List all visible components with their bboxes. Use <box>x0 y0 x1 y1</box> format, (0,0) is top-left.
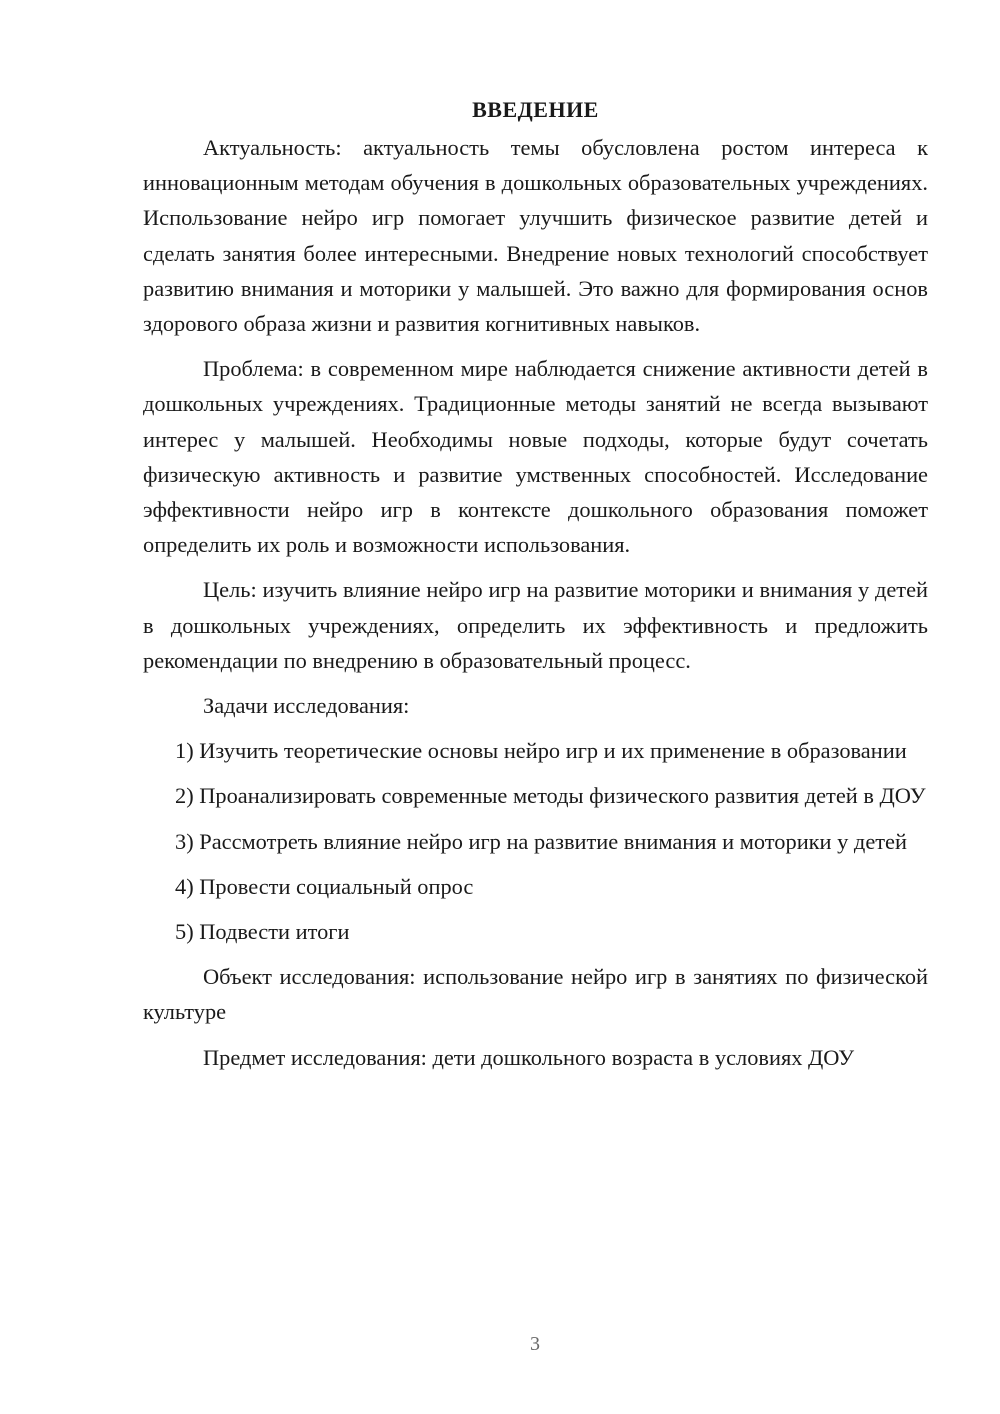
task-item: 3) Рассмотреть влияние нейро игр на развитие внимания и моторики у детей <box>175 828 907 854</box>
document-page <box>143 92 928 1075</box>
subject-paragraph: Предмет исследования: дети дошкольного возраста в условиях ДОУ <box>203 1044 855 1070</box>
goal-paragraph: Цель: изучить влияние нейро игр на развитие моторики и внимания у детей в дошкольных учреждениях, определить их эффективность и предложить рекомендации по внедрению в образовательный процесс. <box>143 577 928 673</box>
task-item: 1) Изучить теоретические основы нейро игр и их применение в образовании <box>175 738 907 764</box>
relevance-paragraph: Актуальность: актуальность темы обусловлена ростом интереса к инновационным методам обучения в дошкольных образовательных учреждениях. Использование нейро игр помогает улучшить физическое развитие детей и сделать занятия более интересными. Внедрение новых технологий способствует развитию внимания и моторики у малышей. Это важно для формирования основ здорового образа жизни и развития когнитивных навыков. <box>143 135 928 337</box>
page-title: ВВЕДЕНИЕ <box>472 97 599 122</box>
task-item: 4) Провести социальный опрос <box>175 873 474 899</box>
task-item: 5) Подвести итоги <box>175 919 350 945</box>
task-item: 2) Проанализировать современные методы физического развития детей в ДОУ <box>175 783 926 809</box>
tasks-title: Задачи исследования: <box>203 693 410 719</box>
page-number: 3 <box>530 1333 540 1355</box>
object-paragraph: Объект исследования: использование нейро игр в занятиях по физической культуре <box>143 964 928 1025</box>
problem-paragraph: Проблема: в современном мире наблюдается снижение активности детей в дошкольных учреждениях. Традиционные методы занятий не всегда вызывают интерес у малышей. Необходимы новые подходы, которые будут сочетать физическую активность и развитие умственных способностей. Исследование эффективности нейро игр в контексте дошкольного образования поможет определить их роль и возможности использования. <box>143 356 928 558</box>
